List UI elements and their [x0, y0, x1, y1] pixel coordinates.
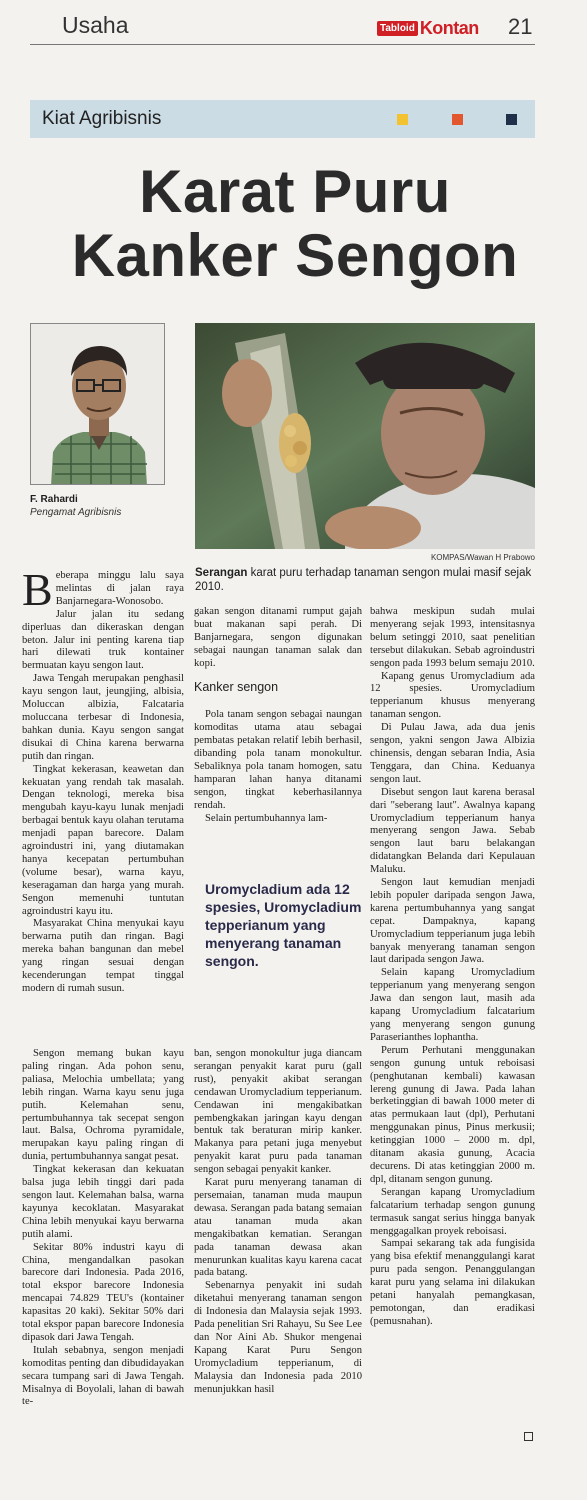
- caption-text: karat puru terhadap tanaman sengon mulai masif sejak 2010.: [195, 567, 532, 593]
- caption-lead: Serangan: [195, 567, 248, 579]
- column-1-top: [22, 564, 184, 996]
- paragraph: Kapang genus Uromycladium ada 12 spesies. Uromycladium tepperianum khusus menyerang tanaman sengon.: [370, 670, 535, 721]
- publication-logo: [377, 17, 479, 39]
- rubric-bar: [30, 100, 535, 138]
- column-1-bottom: [22, 1048, 184, 1409]
- paragraph: Tingkat kekerasan dan kekuatan balsa juga lebih tinggi dari pada sengon laut. Kelemahan balsa, warna kayunya kecoklatan. Masyarakat China lebih menyukai kayu berwarna putih alami.: [22, 1164, 184, 1240]
- article-photo: [195, 323, 535, 549]
- brand-name: Kontan: [419, 17, 479, 38]
- paragraph: Itulah sebabnya, sengon menjadi komoditas penting dan dibudidayakan secara tumpang sari di Jawa Tengah. Misalnya di Boyolali, lahan di bawah te-: [22, 1344, 184, 1408]
- paragraph: Sebenarnya penyakit ini sudah diketahui menyerang tanaman sengon di Indonesia dan Malaysia sejak 1993. Pada penelitian Sri Rahayu, Su See Lee dan Nor Aini Ab. Shukor mengenai Kapang Karat Puru Sengon Uromycladium tepperianum, di Malaysia dan Indonesia pada 2010 menunjukkan hasil: [194, 1280, 362, 1395]
- photo-caption: [195, 566, 535, 594]
- orange-square-icon: [452, 114, 463, 125]
- page-header: [0, 0, 587, 58]
- pull-quote: Uromycladium ada 12 spesies, Uromycladium tepperianum yang menyerang tanaman sengon.: [205, 881, 362, 969]
- paragraph: Beberapa minggu lalu saya melintas di jalan raya Banjarnegara-Wonosobo. Jalur jalan itu sedang diperluas dan dikeraskan dengan beton. Jalur ini penting karena tiap hari dilewati truk kontainer bermuatan kayu sengon laut.: [22, 564, 184, 672]
- yellow-square-icon: [397, 114, 408, 125]
- brand-tabloid: Tabloid: [377, 21, 418, 36]
- column-2-top: [194, 606, 362, 826]
- end-of-article-icon: [524, 1432, 533, 1441]
- paragraph: Masyarakat China menyukai kayu berwarna putih dan ringan. Bagi mereka bahan bangunan dan mebel yang ringan sesuai dengan kecenderungan tempat tinggal modern di rumah susun.: [22, 918, 184, 994]
- paragraph: Sengon laut kemudian menjadi lebih populer daripada sengon Jawa, karena pertumbuhannya yang sangat cepat. Dampaknya, kapang Uromycladium tepperianum juga lebih banyak menyerang tanaman sengon laut daripada sengon Jawa.: [370, 877, 535, 966]
- column-3: [370, 606, 535, 1329]
- paragraph: Di Pulau Jawa, ada dua jenis sengon, yakni sengon Jawa Albizia chinensis, dengan sebaran India, Asia Tenggara, dan China. Keduanya sengon laut.: [370, 722, 535, 785]
- paragraph: Jawa Tengah merupakan penghasil kayu sengon laut, jeungjing, albisia, Moluccan albizia, Falcataria moluccana terbesar di Indonesia, bahkan dunia. Kayu sengon sangat disukai di China karena berwarna putih dan ringan.: [22, 673, 184, 762]
- section-subhead: Kanker sengon: [194, 679, 279, 694]
- paragraph: Serangan kapang Uromycladium falcatarium terhadap sengon gunung termasuk sangat serius hingga banyak menggagalkan proyek reboisasi.: [370, 1186, 535, 1237]
- paragraph: Disebut sengon laut karena berasal dari "seberang laut". Awalnya kapang Uromycladium tepperianum hanya menyerang sengon Jawa. Sebab sengon laut baru belakangan didatangkan Belanda dari Kepulauan Maluku.: [370, 786, 535, 876]
- photo-credit: KOMPAS/Wawan H Prabowo: [430, 553, 535, 562]
- header-divider: [30, 44, 535, 45]
- paragraph: bahwa meskipun sudah mulai menyerang sejak 1993, intensitasnya belum setinggi 2010, saat penelitian tersebut dilakukan. Sebab agroindustri sengon pada 1993 belum semaju 2010.: [370, 606, 535, 669]
- headline-line-2: Kanker Sengon: [71, 222, 519, 289]
- paragraph: Sekitar 80% industri kayu di China, mengandalkan pasokan barecore dari Indonesia. Pada 2016, total ekspor barecore Indonesia mencapai 74.829 TEU's (kontainer kapasitas 20 kaki). Sekitar 50% dari total ekspor papan barecore Indonesia dipasok dari Jawa Tengah.: [22, 1241, 184, 1343]
- author-name: F. Rahardi: [30, 494, 78, 505]
- paragraph: Sampai sekarang tak ada fungisida yang bisa efektif menanggulangi karat puru pada sengon. Penanggulangan karat puru yang selama ini dilakukan petani hanyalah pemangkasan, pemotongan, dan eradikasi (pemusnahan).: [370, 1238, 535, 1327]
- paragraph: gakan sengon ditanami rumput gajah buat makanan sapi perah. Di Banjarnegara, sengon digunakan sebagai naungan tanaman salak dan kopi.: [194, 606, 362, 669]
- rubric-label: Kiat Agribisnis: [42, 108, 162, 129]
- paragraph: Perum Perhutani menggunakan sengon gunung untuk reboisasi (penghutanan kembali) kawasan lereng gunung di Jawa. Pada lahan berketinggian di bawah 1000 meter di atas permukaan laut (dpl), Perhutani menggunakan pinus, Pinus merkusii; ketinggian 1000 – 2000 m. dpl, ditanam akasia gunung, Acacia decurens. Di atas ketinggian 2000 m. dpl, ditanam sengon gunung.: [370, 1044, 535, 1185]
- navy-square-icon: [506, 114, 517, 125]
- paragraph: ban, sengon monokultur juga diancam serangan penyakit karat puru (gall rust), penyakit akibat serangan cendawan Uromycladium tepperianum. Cendawan ini mengakibatkan pembengkakan jaringan kayu dengan bentuk tak beraturan mirip kanker. Makanya para petani juga menyebut penyakit karat puru pada tanaman sengon sebagai penyakit kanker.: [194, 1048, 362, 1176]
- paragraph: Karat puru menyerang tanaman di persemaian, tanaman muda maupun dewasa. Serangan pada batang semaian atau tanaman muda akan mengakibatkan kematian. Serangan pada tanaman dewasa akan menurunkan kualitas kayu karena cacat pada batang.: [194, 1177, 362, 1279]
- paragraph: Selain pertumbuhannya lam-: [205, 812, 328, 824]
- paragraph: Selain kapang Uromycladium tepperianum yang menyerang sengon Jawa dan sengon laut, masih ada kapang Uromycladium falcatarium yang menyerang sengon gunung Paraserianthes lophantha.: [370, 967, 535, 1043]
- section-label: Usaha: [62, 12, 129, 38]
- author-role: Pengamat Agribisnis: [30, 507, 122, 518]
- article-headline: [30, 160, 560, 288]
- headline-line-1: Karat Puru: [139, 158, 451, 225]
- drop-cap: B: [22, 564, 53, 615]
- author-portrait: [30, 323, 165, 485]
- paragraph: Tingkat kekerasan, keawetan dan kekuatan yang rendah tak masalah. Dengan teknologi, mereka bisa mengubah kayu-kayu lunak menjadi berbagai bentuk kayu olahan terutama menjadi papan barecore. Dalam agroindustri ini, yang diutamakan hanya kecepatan pertumbuhan (volume besar), warna kayu, keseragaman dan harga yang murah. Sengon memenuhi tuntutan agroindustri kayu itu.: [22, 763, 184, 917]
- paragraph: Sengon memang bukan kayu paling ringan. Ada pohon senu, paliasa, Melochia umbellata; yang lebih ringan. Warna kayu senu juga putih. Kelemahan senu, pertumbuhannya tak secepat sengon laut. Balsa, Ochroma pyramidale, merupakan kayu paling ringan di dunia, pertumbuhannya sangat pesat.: [22, 1048, 184, 1163]
- column-2-bottom: [194, 1048, 362, 1396]
- paragraph: Pola tanam sengon sebagai naungan komoditas utama atau sebagai pembatas petakan relatif lebih berhasil, dibanding pola tanam monokultur. Sebaliknya pola tanam homogen, satu hamparan lahan hanya ditanami sengon, tingkat keberhasilannya rendah.: [194, 709, 362, 811]
- page-number: 21: [508, 14, 533, 39]
